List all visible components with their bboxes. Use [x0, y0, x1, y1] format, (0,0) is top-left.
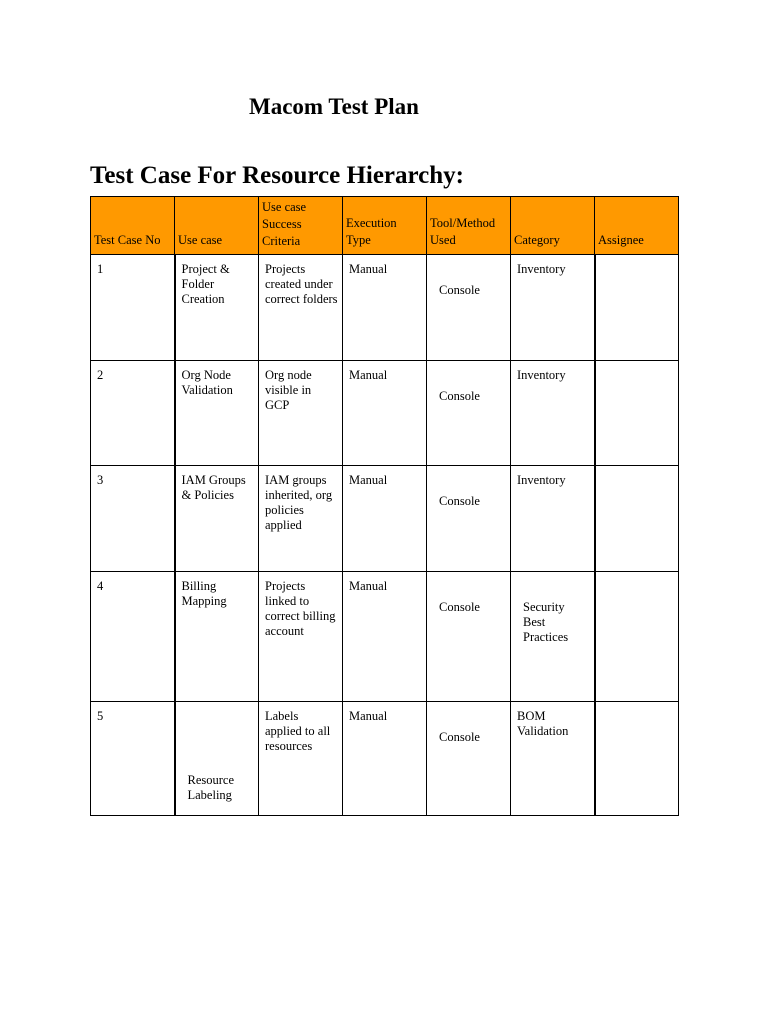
cell-category: Inventory: [511, 255, 595, 361]
cell-execution-type: Manual: [343, 702, 427, 816]
cell-assignee: [595, 255, 679, 361]
cell-execution-type: Manual: [343, 466, 427, 572]
cell-test-case-no: 1: [91, 255, 175, 361]
section-heading: Test Case For Resource Hierarchy:: [90, 162, 464, 189]
document-title: Macom Test Plan: [249, 94, 419, 119]
table-row: [91, 255, 679, 361]
table-row: [91, 466, 679, 572]
cell-assignee: [595, 361, 679, 466]
cell-use-case: Billing Mapping: [175, 572, 259, 702]
cell-test-case-no: 5: [91, 702, 175, 816]
cell-category: Inventory: [511, 466, 595, 572]
cell-assignee: [595, 466, 679, 572]
cell-success-criteria: Projects created under correct folders: [259, 255, 343, 361]
cell-category: Inventory: [511, 361, 595, 466]
cell-assignee: [595, 572, 679, 702]
cell-category: Security Best Practices: [511, 572, 595, 702]
header-category: Category: [511, 197, 595, 255]
cell-execution-type: Manual: [343, 361, 427, 466]
cell-execution-type: Manual: [343, 255, 427, 361]
cell-success-criteria: Projects linked to correct billing account: [259, 572, 343, 702]
cell-assignee: [595, 702, 679, 816]
cell-tool-method: Console: [427, 361, 511, 466]
table-row: [91, 572, 679, 702]
header-execution-type: Execution Type: [343, 197, 427, 255]
test-case-table: [90, 196, 679, 816]
cell-use-case: Project & Folder Creation: [175, 255, 259, 361]
header-test-case-no: Test Case No: [91, 197, 175, 255]
cell-tool-method: Console: [427, 255, 511, 361]
cell-test-case-no: 4: [91, 572, 175, 702]
cell-execution-type: Manual: [343, 572, 427, 702]
cell-tool-method: Console: [427, 466, 511, 572]
header-assignee: Assignee: [595, 197, 679, 255]
cell-tool-method: Console: [427, 702, 511, 816]
cell-test-case-no: 3: [91, 466, 175, 572]
cell-use-case: Resource Labeling: [175, 702, 259, 816]
cell-use-case: Org Node Validation: [175, 361, 259, 466]
cell-success-criteria: Org node visible in GCP: [259, 361, 343, 466]
header-tool-method: Tool/Method Used: [427, 197, 511, 255]
cell-success-criteria: Labels applied to all resources: [259, 702, 343, 816]
header-use-case: Use case: [175, 197, 259, 255]
cell-use-case: IAM Groups & Policies: [175, 466, 259, 572]
cell-category: BOM Validation: [511, 702, 595, 816]
header-success-criteria: Use case Success Criteria: [259, 197, 343, 255]
cell-test-case-no: 2: [91, 361, 175, 466]
cell-success-criteria: IAM groups inherited, org policies applied: [259, 466, 343, 572]
table-header-row: [91, 197, 679, 255]
table-row: [91, 361, 679, 466]
table-row: [91, 702, 679, 816]
cell-tool-method: Console: [427, 572, 511, 702]
